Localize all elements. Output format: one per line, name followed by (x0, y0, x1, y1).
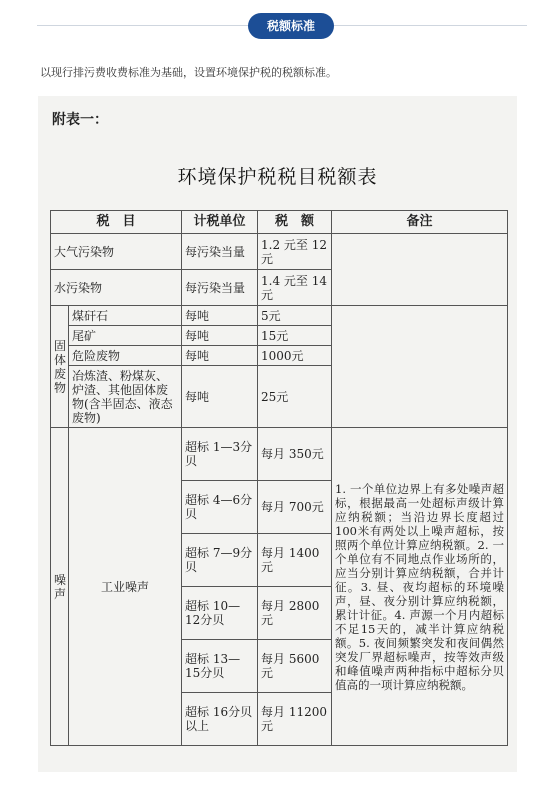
cell-amount: 每月 700元 (258, 481, 332, 534)
cell-unit: 超标 13—15分贝 (182, 640, 258, 693)
cell-note-empty (332, 234, 508, 306)
table-header-row (51, 211, 508, 234)
cell-note-noise: 1. 一个单位边界上有多处噪声超标，根据最高一处超标声级计算应纳税额；当沿边界长度超过100米有两处以上噪声超标，按照两个单位计算应纳税额。2. 一个单位有不同地点作业场所的，应当分别计算应纳税额，合并计征。3. 昼、夜均超标的环境噪声，昼、夜分别计算应纳税额，累计计征。4. 声源一个月内超标不足15天的，减半计算应纳税额。5. 夜间频繁突发和夜间偶然突发厂界超标噪声，按等效声级和峰值噪声两种指标中超标分贝值高的一项计算应纳税额。 (332, 428, 508, 746)
attachment-label: 附表一： (52, 112, 108, 128)
cell-amount: 1000元 (258, 346, 332, 366)
tax-rate-table (50, 210, 508, 746)
cell-unit: 超标 7—9分贝 (182, 534, 258, 587)
scanned-table-image (38, 96, 517, 772)
section-header (0, 0, 541, 40)
intro-text: 以现行排污费收费标准为基础，设置环境保护税的税额标准。 (40, 66, 337, 79)
cell-unit: 每吨 (182, 366, 258, 428)
cell-unit: 每污染当量 (182, 234, 258, 270)
cell-amount: 每月 11200元 (258, 693, 332, 746)
cell-amount: 1.4 元至 14元 (258, 270, 332, 306)
cell-unit: 超标 4—6分贝 (182, 481, 258, 534)
table-title: 环境保护税税目税额表 (177, 166, 378, 188)
cell-amount: 每月 2800元 (258, 587, 332, 640)
cell-amount: 每月 1400元 (258, 534, 332, 587)
table-row (51, 234, 508, 270)
cell-amount: 25元 (258, 366, 332, 428)
header-amount: 税 额 (258, 211, 332, 234)
cell-item: 危险废物 (69, 346, 182, 366)
cell-unit: 每吨 (182, 346, 258, 366)
header-item: 税 目 (51, 211, 182, 234)
cell-unit: 超标 16分贝以上 (182, 693, 258, 746)
header-unit: 计税单位 (182, 211, 258, 234)
cell-item: 水污染物 (51, 270, 182, 306)
cell-note-empty (332, 306, 508, 428)
cell-subgroup-noise: 工业噪声 (69, 428, 182, 746)
cell-amount: 15元 (258, 326, 332, 346)
header-note: 备注 (332, 211, 508, 234)
cell-item: 尾矿 (69, 326, 182, 346)
cell-unit: 每污染当量 (182, 270, 258, 306)
cell-unit: 超标 10—12分贝 (182, 587, 258, 640)
cell-unit: 每吨 (182, 306, 258, 326)
section-title-badge: 税额标准 (248, 13, 334, 39)
cell-unit: 每吨 (182, 326, 258, 346)
cell-amount: 5元 (258, 306, 332, 326)
cell-item: 大气污染物 (51, 234, 182, 270)
table-row (51, 428, 508, 481)
table-row (51, 306, 508, 326)
cell-unit: 超标 1—3分贝 (182, 428, 258, 481)
cell-amount: 1.2 元至 12元 (258, 234, 332, 270)
cell-item: 煤矸石 (69, 306, 182, 326)
cell-amount: 每月 350元 (258, 428, 332, 481)
cell-group-noise: 噪声 (51, 428, 69, 746)
cell-group-solid: 固体废物 (51, 306, 69, 428)
cell-item: 冶炼渣、粉煤灰、炉渣、其他固体废物(含半固态、液态废物) (69, 366, 182, 428)
cell-amount: 每月 5600元 (258, 640, 332, 693)
